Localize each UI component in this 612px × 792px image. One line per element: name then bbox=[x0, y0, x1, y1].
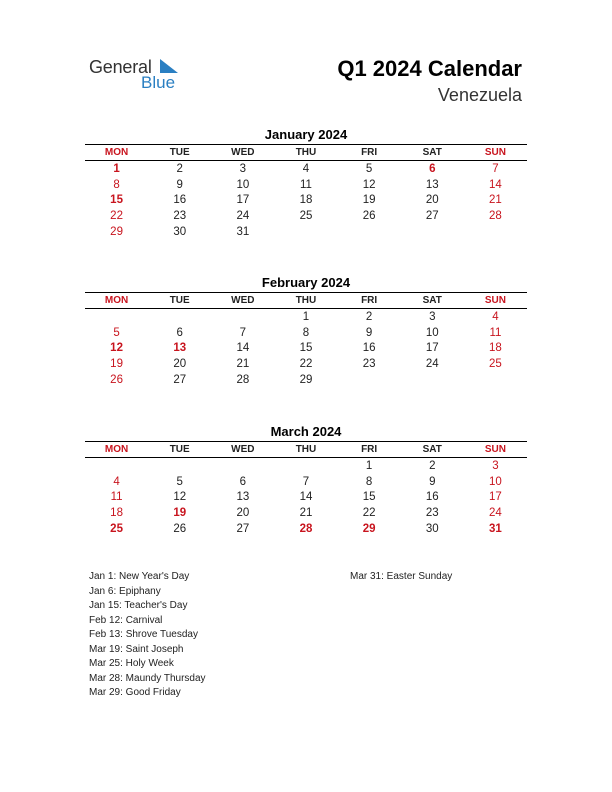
day-cell: 12 bbox=[110, 342, 123, 355]
day-cell: 13 bbox=[173, 342, 187, 355]
country-subtitle: Venezuela bbox=[437, 85, 522, 105]
weekday-header: TUE bbox=[148, 442, 211, 458]
day-cell: 11 bbox=[489, 326, 502, 339]
day-cell: 15 bbox=[299, 342, 313, 355]
day-cell: 13 bbox=[425, 178, 439, 191]
day-cell: 30 bbox=[425, 523, 439, 536]
week-row bbox=[85, 193, 527, 209]
day-cell: 14 bbox=[489, 178, 502, 191]
day-cell: 26 bbox=[362, 210, 376, 223]
day-cell: 27 bbox=[236, 523, 250, 536]
day-cell: 26 bbox=[173, 523, 187, 536]
day-cell: 29 bbox=[110, 226, 123, 239]
day-cell: 22 bbox=[110, 210, 123, 223]
weekday-header: MON bbox=[85, 293, 148, 309]
holiday-item: Mar 29: Good Friday bbox=[89, 687, 181, 698]
week-row bbox=[85, 341, 527, 357]
day-cell bbox=[274, 224, 337, 240]
week-row bbox=[85, 325, 527, 341]
day-cell: 22 bbox=[299, 358, 313, 371]
holiday-list-right bbox=[350, 570, 452, 585]
day-cell: 31 bbox=[489, 523, 502, 536]
weekday-header: SAT bbox=[401, 145, 464, 161]
month-january bbox=[85, 125, 527, 240]
day-cell: 1 bbox=[113, 162, 120, 175]
day-cell: 25 bbox=[489, 358, 502, 371]
day-cell: 12 bbox=[362, 178, 376, 191]
day-cell: 2 bbox=[429, 459, 436, 472]
weekday-header: MON bbox=[85, 145, 148, 161]
day-cell: 27 bbox=[425, 210, 439, 223]
page-title: Q1 2024 Calendar bbox=[337, 56, 522, 81]
day-cell: 10 bbox=[236, 178, 250, 191]
weekday-header: THU bbox=[274, 145, 337, 161]
day-cell bbox=[274, 458, 337, 474]
day-cell bbox=[211, 458, 274, 474]
weekday-header: SUN bbox=[464, 145, 527, 161]
day-cell: 6 bbox=[429, 162, 436, 175]
day-cell: 21 bbox=[236, 358, 250, 371]
day-cell: 12 bbox=[173, 491, 187, 504]
day-cell: 3 bbox=[429, 310, 436, 323]
day-cell: 24 bbox=[489, 507, 502, 520]
day-cell: 7 bbox=[492, 162, 499, 175]
day-cell: 17 bbox=[425, 342, 439, 355]
day-cell: 14 bbox=[299, 491, 313, 504]
brand-name-blue: Blue bbox=[141, 73, 176, 92]
brand-logo bbox=[89, 57, 189, 93]
day-cell: 16 bbox=[425, 491, 439, 504]
day-cell: 11 bbox=[110, 491, 123, 504]
day-cell: 16 bbox=[173, 194, 187, 207]
day-cell: 4 bbox=[492, 310, 499, 323]
holiday-item: Mar 31: Easter Sunday bbox=[350, 571, 453, 582]
weekday-header: TUE bbox=[148, 293, 211, 309]
day-cell: 19 bbox=[362, 194, 376, 207]
weekday-header: WED bbox=[211, 293, 274, 309]
weekday-header: SAT bbox=[401, 293, 464, 309]
day-cell bbox=[401, 224, 464, 240]
day-cell: 9 bbox=[365, 326, 373, 339]
day-cell bbox=[464, 224, 527, 240]
day-cell: 20 bbox=[173, 358, 187, 371]
week-row bbox=[85, 372, 527, 388]
day-cell bbox=[464, 372, 527, 388]
day-cell: 18 bbox=[489, 342, 502, 355]
day-cell: 18 bbox=[299, 194, 313, 207]
month-grid bbox=[85, 292, 527, 388]
day-cell: 2 bbox=[176, 162, 183, 175]
day-cell: 17 bbox=[236, 194, 250, 207]
day-cell bbox=[338, 372, 401, 388]
day-cell: 28 bbox=[489, 210, 502, 223]
day-cell: 24 bbox=[236, 210, 250, 223]
week-row bbox=[85, 521, 527, 537]
week-row bbox=[85, 458, 527, 474]
day-cell: 22 bbox=[362, 507, 376, 520]
holiday-item: Jan 15: Teacher's Day bbox=[89, 600, 188, 611]
month-grid bbox=[85, 144, 527, 240]
day-cell: 23 bbox=[362, 358, 376, 371]
day-cell: 7 bbox=[239, 326, 247, 339]
day-cell bbox=[338, 224, 401, 240]
day-cell: 26 bbox=[110, 374, 123, 387]
day-cell bbox=[401, 372, 464, 388]
day-cell: 3 bbox=[239, 162, 247, 175]
day-cell: 9 bbox=[176, 178, 183, 191]
brand-name-general: General bbox=[89, 57, 152, 77]
day-cell: 15 bbox=[362, 491, 376, 504]
holiday-item: Jan 1: New Year's Day bbox=[89, 571, 190, 582]
day-cell: 6 bbox=[239, 475, 247, 488]
day-cell: 1 bbox=[365, 459, 373, 472]
week-row bbox=[85, 505, 527, 521]
weekday-header: MON bbox=[85, 442, 148, 458]
weekday-header: WED bbox=[211, 145, 274, 161]
day-cell: 9 bbox=[429, 475, 436, 488]
week-row bbox=[85, 208, 527, 224]
day-cell: 4 bbox=[113, 475, 120, 488]
day-cell: 24 bbox=[425, 358, 439, 371]
day-cell: 16 bbox=[362, 342, 376, 355]
weekday-header: WED bbox=[211, 442, 274, 458]
day-cell: 1 bbox=[302, 310, 310, 323]
week-row bbox=[85, 490, 527, 506]
day-cell: 6 bbox=[176, 326, 183, 339]
day-cell: 21 bbox=[299, 507, 313, 520]
day-cell: 19 bbox=[173, 507, 187, 520]
day-cell: 10 bbox=[425, 326, 439, 339]
month-february bbox=[85, 273, 527, 388]
day-cell: 21 bbox=[489, 194, 502, 207]
day-cell: 17 bbox=[489, 491, 502, 504]
day-cell bbox=[85, 309, 148, 325]
day-cell: 23 bbox=[425, 507, 439, 520]
day-cell: 10 bbox=[489, 475, 502, 488]
weekday-header: SUN bbox=[464, 293, 527, 309]
week-row bbox=[85, 356, 527, 372]
month-title: February 2024 bbox=[261, 275, 351, 290]
day-cell bbox=[85, 458, 148, 474]
day-cell: 2 bbox=[365, 310, 373, 323]
weekday-header: TUE bbox=[148, 145, 211, 161]
day-cell: 14 bbox=[236, 342, 250, 355]
day-cell: 23 bbox=[173, 210, 187, 223]
month-title: January 2024 bbox=[264, 127, 348, 142]
week-row bbox=[85, 161, 527, 177]
day-cell: 25 bbox=[110, 523, 123, 536]
weekday-header: SAT bbox=[401, 442, 464, 458]
day-cell bbox=[148, 458, 211, 474]
day-cell: 27 bbox=[173, 374, 187, 387]
holiday-item: Jan 6: Epiphany bbox=[89, 585, 161, 597]
day-cell: 11 bbox=[300, 178, 312, 191]
weekday-header: THU bbox=[274, 293, 337, 309]
day-cell: 5 bbox=[176, 475, 183, 488]
day-cell: 30 bbox=[173, 226, 187, 239]
holiday-item: Feb 13: Shrove Tuesday bbox=[89, 629, 198, 640]
holiday-item: Mar 19: Saint Joseph bbox=[89, 643, 184, 655]
brand-flag-icon bbox=[160, 59, 178, 73]
month-grid bbox=[85, 441, 527, 537]
holiday-list-left bbox=[89, 570, 206, 701]
day-cell: 28 bbox=[299, 523, 313, 536]
day-cell: 15 bbox=[110, 194, 123, 207]
day-cell: 7 bbox=[302, 475, 310, 488]
day-cell: 29 bbox=[362, 523, 376, 536]
day-cell: 13 bbox=[236, 491, 250, 504]
day-cell: 4 bbox=[302, 162, 310, 175]
weekday-header: THU bbox=[274, 442, 337, 458]
day-cell: 5 bbox=[365, 162, 373, 175]
weekday-header: FRI bbox=[338, 145, 401, 161]
holiday-item: Mar 28: Maundy Thursday bbox=[89, 672, 206, 684]
day-cell: 20 bbox=[425, 194, 439, 207]
day-cell bbox=[211, 309, 274, 325]
week-row bbox=[85, 224, 527, 240]
day-cell: 31 bbox=[236, 226, 250, 239]
day-cell: 28 bbox=[236, 374, 250, 387]
holiday-item: Mar 25: Holy Week bbox=[89, 658, 174, 669]
day-cell: 29 bbox=[299, 374, 313, 387]
weekday-header: FRI bbox=[338, 293, 401, 309]
day-cell bbox=[148, 309, 211, 325]
day-cell: 3 bbox=[492, 459, 499, 472]
week-row bbox=[85, 474, 527, 490]
day-cell: 8 bbox=[365, 475, 373, 488]
month-title: March 2024 bbox=[270, 424, 342, 439]
day-cell: 19 bbox=[110, 358, 123, 371]
holiday-item: Feb 12: Carnival bbox=[89, 614, 163, 626]
weekday-header: FRI bbox=[338, 442, 401, 458]
week-row bbox=[85, 177, 527, 193]
day-cell: 8 bbox=[302, 326, 310, 339]
day-cell: 25 bbox=[299, 210, 313, 223]
day-cell: 20 bbox=[236, 507, 250, 520]
day-cell: 5 bbox=[113, 326, 120, 339]
weekday-header: SUN bbox=[464, 442, 527, 458]
week-row bbox=[85, 309, 527, 325]
day-cell: 18 bbox=[110, 507, 123, 520]
month-march bbox=[85, 422, 527, 537]
day-cell: 8 bbox=[113, 178, 120, 191]
